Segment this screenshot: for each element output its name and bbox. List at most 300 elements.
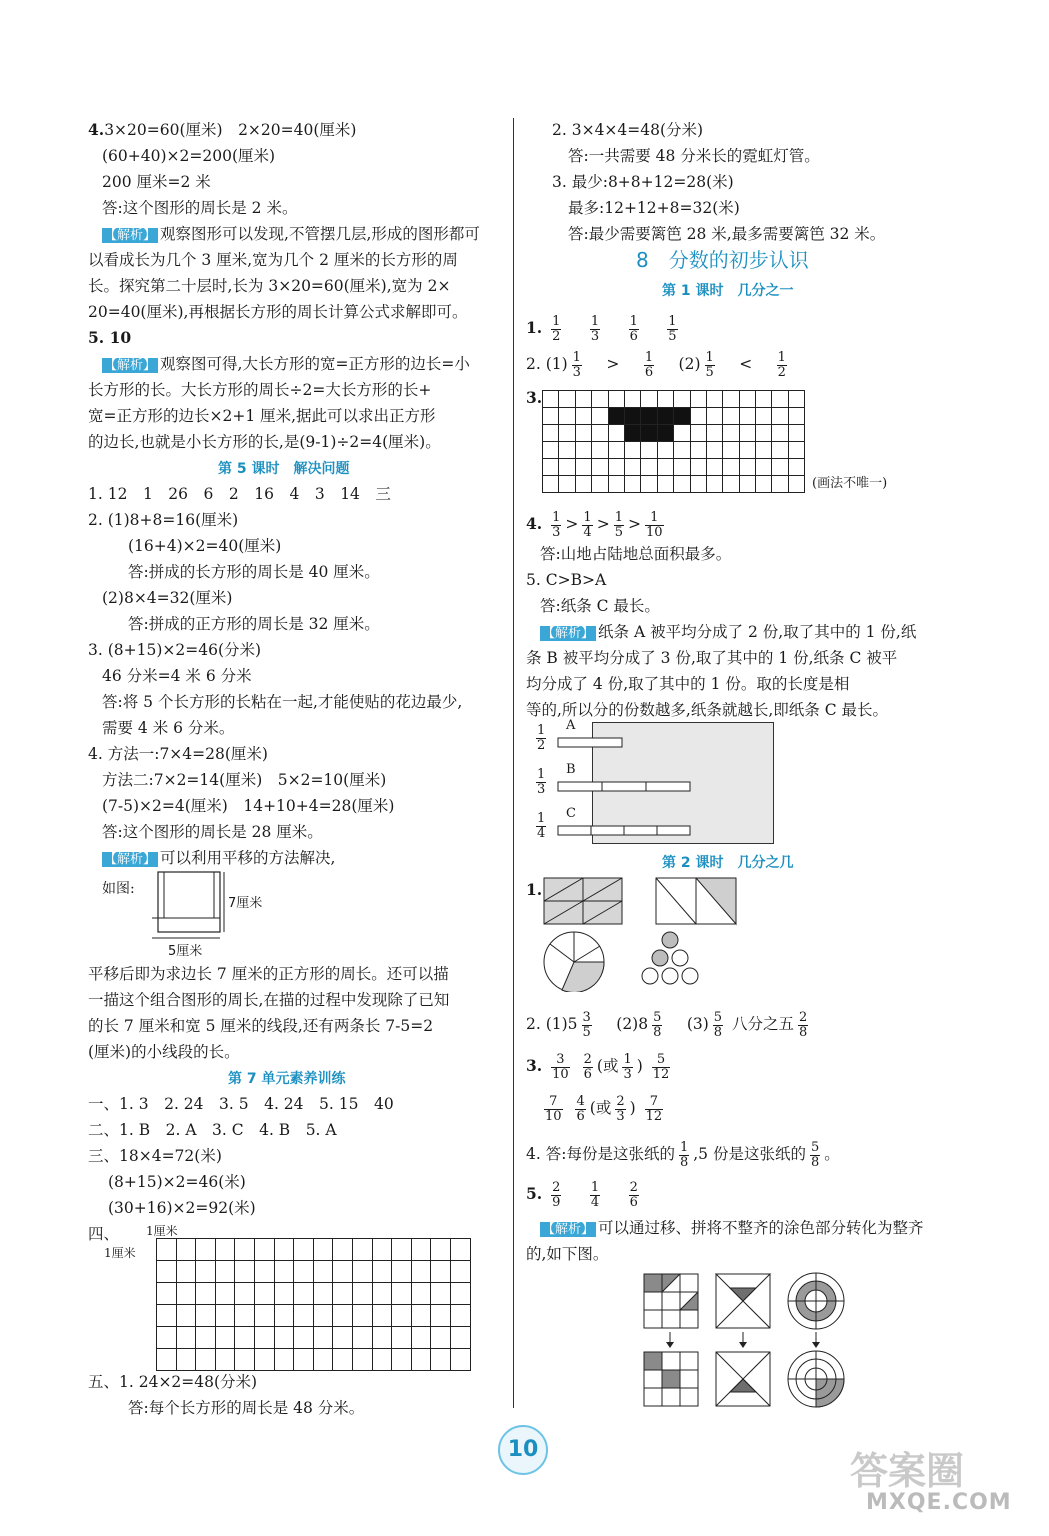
grid-cell bbox=[592, 476, 608, 493]
grid-cell bbox=[740, 442, 756, 459]
grid-cell bbox=[625, 459, 641, 476]
grid-cell bbox=[333, 1349, 353, 1371]
fraction: $\frac{1}{8}$ bbox=[679, 1139, 689, 1170]
k4-order: 4. $\frac{1}{3}$ > $\frac{1}{4}$ > $\frac{1}{5}$ > $\frac{1}{10}$ bbox=[526, 509, 663, 540]
unit7-part-5-answer: 答:每个长方形的周长是 48 分米。 bbox=[128, 1399, 365, 1417]
page-number: 10 bbox=[498, 1425, 548, 1475]
grid-cell bbox=[314, 1283, 334, 1305]
grid-cell bbox=[658, 459, 674, 476]
fraction: $\frac{1}{10}$ bbox=[645, 509, 663, 540]
fraction: $\frac{3}{10}$ bbox=[552, 1051, 569, 1082]
column-divider bbox=[513, 118, 514, 1408]
s1-answer: 1. 12 1 26 6 2 16 4 3 14 三 bbox=[88, 485, 391, 503]
grid-cell bbox=[543, 408, 559, 425]
analysis-tag: 【解析】 bbox=[542, 626, 595, 641]
grid-cell bbox=[157, 1327, 177, 1349]
grid-cell bbox=[609, 476, 625, 493]
grid-cell bbox=[789, 442, 805, 459]
grid-cell bbox=[707, 476, 723, 493]
q5-analysis-4: 的边长,也就是小长方形的长,是(9-1)÷2=4(厘米)。 bbox=[88, 433, 441, 451]
grid-cell bbox=[625, 476, 641, 493]
unit7-part-3-line-1: 三、18×4=72(米) bbox=[88, 1147, 222, 1165]
grid-cell bbox=[707, 425, 723, 442]
grid-cell-shaded bbox=[625, 425, 641, 442]
grid-cell bbox=[157, 1305, 177, 1327]
grid-cell bbox=[756, 476, 772, 493]
grid-cell bbox=[691, 442, 707, 459]
fraction: $\frac{1}{4}$ bbox=[583, 509, 592, 540]
grid-cell bbox=[641, 391, 657, 408]
grid-cell-shaded bbox=[674, 408, 690, 425]
grid-cell bbox=[707, 442, 723, 459]
fraction: $\frac{1}{4}$ bbox=[590, 1179, 600, 1210]
grid-cell bbox=[559, 476, 575, 493]
fraction: $\frac{7}{10}$ bbox=[545, 1093, 562, 1124]
fraction: $\frac{5}{8}$ bbox=[713, 1009, 723, 1040]
fraction: $\frac{5}{12}$ bbox=[652, 1051, 670, 1082]
grid-cell bbox=[674, 442, 690, 459]
grid-cell bbox=[373, 1305, 393, 1327]
s3-line-2: 46 分米=4 米 6 分米 bbox=[102, 667, 252, 685]
grid-cell bbox=[333, 1283, 353, 1305]
q4-answer: 答:这个图形的周长是 2 米。 bbox=[102, 199, 298, 217]
grid-cell bbox=[314, 1239, 334, 1261]
r2-line-1: 2. 3×4×4=48(分米) bbox=[552, 121, 704, 139]
grid-cell bbox=[373, 1349, 393, 1371]
grid-cell bbox=[576, 408, 592, 425]
fraction: $\frac{1}{3}$ bbox=[623, 1051, 632, 1082]
grid-cell bbox=[412, 1239, 432, 1261]
grid-cell bbox=[275, 1283, 295, 1305]
grid-cell bbox=[740, 391, 756, 408]
grid-cell bbox=[789, 408, 805, 425]
k5-analysis-4: 等的,所以分的份数越多,纸条就越长,即纸条 C 最长。 bbox=[526, 701, 888, 719]
grid-cell bbox=[333, 1327, 353, 1349]
r3-line-2: 最多:12+12+8=32(米) bbox=[568, 199, 740, 217]
grid-cell bbox=[740, 476, 756, 493]
grid-cell bbox=[707, 459, 723, 476]
grid-cell bbox=[431, 1239, 451, 1261]
grid-cell bbox=[772, 425, 788, 442]
unit7-part-5-line-1: 五、1. 24×2=48(分米) bbox=[88, 1373, 258, 1391]
fraction: $\frac{3}{5}$ bbox=[582, 1009, 591, 1040]
grid-cell bbox=[543, 459, 559, 476]
grid-cell bbox=[674, 459, 690, 476]
grid-cell bbox=[275, 1327, 295, 1349]
fraction: $\frac{1}{5}$ bbox=[668, 313, 677, 344]
grid-cell bbox=[157, 1349, 177, 1371]
watermark-logo: 答案圈 bbox=[850, 1449, 965, 1493]
grid-cell bbox=[333, 1305, 353, 1327]
s2-answer-2: 答:拼成的正方形的周长是 32 厘米。 bbox=[128, 615, 380, 633]
k2-compare: 2. (1) $\frac{1}{3}$ > $\frac{1}{6}$ (2) $\frac{1}{5}$ < $\frac{1}{2}$ bbox=[526, 349, 786, 380]
grid-cell bbox=[255, 1261, 275, 1283]
grid-cell bbox=[641, 442, 657, 459]
grid-cell bbox=[576, 476, 592, 493]
k3-label: 3. bbox=[526, 388, 543, 407]
grid-cell bbox=[196, 1283, 216, 1305]
grid-cell bbox=[216, 1305, 236, 1327]
fraction: $\frac{1}{6}$ bbox=[644, 349, 654, 380]
grid-cell bbox=[431, 1261, 451, 1283]
grid-cell bbox=[235, 1327, 255, 1349]
figure-label: 如图: bbox=[102, 881, 135, 897]
s3-answer-1: 答:将 5 个长方形的长粘在一起,才能使贴的花边最少, bbox=[102, 693, 463, 711]
grid-cell bbox=[216, 1327, 236, 1349]
grid-cell bbox=[691, 459, 707, 476]
s3-line-1: 3. (8+15)×2=46(分米) bbox=[88, 641, 262, 659]
shaded-shapes-figure bbox=[542, 876, 742, 992]
grid-cell bbox=[353, 1261, 373, 1283]
grid-cell bbox=[707, 408, 723, 425]
s4-explain-1: 平移后即为求边长 7 厘米的正方形的周长。还可以描 bbox=[88, 965, 449, 983]
grid-cell-shaded bbox=[641, 425, 657, 442]
grid-side-unit-label: 1厘米 bbox=[104, 1246, 136, 1260]
grid-cell bbox=[625, 391, 641, 408]
unit7-part-3-line-2: (8+15)×2=46(米) bbox=[108, 1173, 246, 1191]
l3-fractions-row-1: 3. $\frac{3}{10}$ $\frac{2}{6}$ (或 $\frac{1}{3}$ ) $\frac{5}{12}$ bbox=[526, 1051, 670, 1082]
grid-cell bbox=[373, 1327, 393, 1349]
grid-cell bbox=[592, 442, 608, 459]
q4-analysis-2: 以看成长为几个 3 厘米,宽为几个 2 厘米的长方形的周 bbox=[88, 251, 458, 269]
analysis-tag: 【解析】 bbox=[104, 852, 157, 867]
s4-line-2: 方法二:7×2=14(厘米) 5×2=10(厘米) bbox=[102, 771, 387, 789]
grid-cell bbox=[756, 459, 772, 476]
grid-cell bbox=[294, 1239, 314, 1261]
s2-line-3: (2)8×4=32(厘米) bbox=[102, 589, 233, 607]
grid-cell bbox=[559, 391, 575, 408]
fraction: $\frac{1}{5}$ bbox=[614, 509, 623, 540]
grid-cell bbox=[196, 1349, 216, 1371]
grid-cell bbox=[641, 476, 657, 493]
s4-line-1: 4. 方法一:7×4=28(厘米) bbox=[88, 745, 268, 763]
grid-cell bbox=[235, 1239, 255, 1261]
grid-cell bbox=[772, 476, 788, 493]
q5-analysis-2: 长方形的长。大长方形的周长÷2=大长方形的长+ bbox=[88, 381, 432, 399]
grid-cell bbox=[723, 476, 739, 493]
grid-cell bbox=[157, 1283, 177, 1305]
l3-fractions-row-2: $\frac{7}{10}$ $\frac{4}{6}$ (或 $\frac{2}{3}$ ) $\frac{7}{12}$ bbox=[545, 1093, 663, 1124]
grid-cell bbox=[431, 1283, 451, 1305]
q5-analysis-3: 宽=正方形的边长×2+1 厘米,据此可以求出正方形 bbox=[88, 407, 436, 425]
unit7-part-3-line-3: (30+16)×2=92(米) bbox=[108, 1199, 256, 1217]
strip-a-label: A bbox=[566, 718, 576, 733]
grid-cell bbox=[723, 442, 739, 459]
grid-cell bbox=[196, 1305, 216, 1327]
grid-cell bbox=[255, 1283, 275, 1305]
fraction: $\frac{4}{6}$ bbox=[576, 1093, 585, 1124]
grid-cell bbox=[559, 408, 575, 425]
q5-answer: 5. 10 bbox=[88, 328, 132, 347]
grid-cell bbox=[641, 459, 657, 476]
grid-cell bbox=[625, 442, 641, 459]
grid-cell bbox=[789, 476, 805, 493]
grid-cell bbox=[177, 1349, 197, 1371]
grid-cell bbox=[294, 1283, 314, 1305]
grid-cell bbox=[177, 1239, 197, 1261]
grid-cell bbox=[691, 476, 707, 493]
figure-7cm-label: 7厘米 bbox=[228, 896, 263, 911]
q4-analysis-3: 长。探究第二十层时,长为 3×20=60(厘米),宽为 2× bbox=[88, 277, 451, 295]
grid-cell bbox=[157, 1261, 177, 1283]
grid-cell bbox=[177, 1261, 197, 1283]
grid-cell bbox=[177, 1283, 197, 1305]
s3-answer-2: 需要 4 米 6 分米。 bbox=[102, 719, 235, 737]
grid-cell-shaded bbox=[641, 408, 657, 425]
grid-cell bbox=[592, 408, 608, 425]
grid-cell bbox=[392, 1261, 412, 1283]
grid-cell bbox=[196, 1327, 216, 1349]
grid-cell bbox=[216, 1349, 236, 1371]
strip-b-label: B bbox=[566, 762, 576, 777]
grid-cell bbox=[674, 476, 690, 493]
l4-answer: 4. 答:每份是这张纸的 $\frac{1}{8}$ ,5 份是这张纸的 $\frac{5}{8}$ 。 bbox=[526, 1139, 840, 1170]
grid-cell bbox=[392, 1349, 412, 1371]
s4-explain-4: (厘米)的小线段的长。 bbox=[88, 1043, 240, 1061]
grid-cell bbox=[674, 391, 690, 408]
grid-cell bbox=[196, 1261, 216, 1283]
grid-cell bbox=[691, 391, 707, 408]
grid-cell bbox=[543, 425, 559, 442]
grid-cell bbox=[412, 1261, 432, 1283]
grid-cell bbox=[609, 442, 625, 459]
s4-explain-2: 一描这个组合图形的周长,在描的过程中发现除了已知 bbox=[88, 991, 450, 1009]
grid-cell bbox=[756, 408, 772, 425]
grid-cell bbox=[789, 391, 805, 408]
section-title-lesson-5: 第 5 课时 解决问题 bbox=[218, 461, 350, 477]
fraction: $\frac{1}{3}$ bbox=[590, 313, 600, 344]
grid-cell bbox=[451, 1261, 471, 1283]
grid-cell bbox=[543, 442, 559, 459]
grid-cell bbox=[177, 1327, 197, 1349]
fraction: $\frac{7}{12}$ bbox=[645, 1093, 663, 1124]
fraction: $\frac{2}{9}$ bbox=[552, 1179, 561, 1210]
grid-cell bbox=[658, 476, 674, 493]
s4-line-3: (7-5)×2=4(厘米) 14+10+4=28(厘米) bbox=[102, 797, 395, 815]
k5-analysis-1: 【解析】 纸条 A 被平均分成了 2 份,取了其中的 1 份,纸 bbox=[542, 623, 917, 641]
grid-cell bbox=[353, 1283, 373, 1305]
grid-cell bbox=[431, 1327, 451, 1349]
grid-cell bbox=[255, 1327, 275, 1349]
grid-cell bbox=[609, 391, 625, 408]
fraction: $\frac{2}{3}$ bbox=[616, 1093, 625, 1124]
grid-cell bbox=[658, 391, 674, 408]
grid-cell bbox=[294, 1327, 314, 1349]
grid-cell bbox=[789, 425, 805, 442]
grid-cell bbox=[353, 1239, 373, 1261]
grid-cell bbox=[674, 425, 690, 442]
k5-answer: 5. C>B>A bbox=[526, 571, 607, 589]
strips-diagram bbox=[536, 720, 776, 844]
grid-cell bbox=[451, 1239, 471, 1261]
k1-fractions: 1. $\frac{1}{2}$ $\frac{1}{3}$ $\frac{1}{6}$ $\frac{1}{5}$ bbox=[526, 313, 677, 344]
grid-cell bbox=[275, 1349, 295, 1371]
grid-cell bbox=[592, 459, 608, 476]
strip-c-label: C bbox=[566, 806, 576, 821]
grid-cell bbox=[333, 1261, 353, 1283]
l5-analysis-2: 的,如下图。 bbox=[526, 1245, 609, 1263]
grid-cell bbox=[559, 425, 575, 442]
section-title-lesson-2: 第 2 课时 几分之几 bbox=[662, 855, 794, 871]
grid-cell bbox=[451, 1327, 471, 1349]
grid-cell bbox=[392, 1305, 412, 1327]
grid-cell bbox=[723, 425, 739, 442]
grid-cell bbox=[235, 1261, 255, 1283]
grid-cell bbox=[576, 442, 592, 459]
grid-cell bbox=[373, 1239, 393, 1261]
grid-cell bbox=[294, 1305, 314, 1327]
grid-cell bbox=[451, 1305, 471, 1327]
grid-cell-shaded bbox=[658, 425, 674, 442]
q4-line-2: (60+40)×2=200(厘米) bbox=[102, 147, 276, 165]
q4-line-1: 4.3×20=60(厘米) 2×20=40(厘米) bbox=[88, 120, 357, 139]
grid-cell bbox=[772, 408, 788, 425]
grid-cell bbox=[412, 1349, 432, 1371]
grid-cell bbox=[609, 459, 625, 476]
grid-cell bbox=[353, 1327, 373, 1349]
grid-cell bbox=[314, 1327, 334, 1349]
k4-answer: 答:山地占陆地总面积最多。 bbox=[540, 545, 732, 563]
grid-cell bbox=[333, 1239, 353, 1261]
section-title-unit-7: 第 7 单元素养训练 bbox=[228, 1071, 346, 1087]
l5-fractions: 5. $\frac{2}{9}$ $\frac{1}{4}$ $\frac{2}{6}$ bbox=[526, 1179, 638, 1210]
grid-cell bbox=[772, 459, 788, 476]
q5-analysis-1: 【解析】 观察图可得,大长方形的宽=正方形的边长=小 bbox=[104, 355, 470, 373]
grid-cell bbox=[723, 391, 739, 408]
grid-cell bbox=[559, 442, 575, 459]
k5-conclusion: 答:纸条 C 最长。 bbox=[540, 597, 660, 615]
grid-cell bbox=[691, 408, 707, 425]
grid-cell bbox=[216, 1261, 236, 1283]
grid-cell bbox=[559, 459, 575, 476]
grid-cell bbox=[255, 1349, 275, 1371]
unit7-part-4: 四、 bbox=[88, 1225, 120, 1243]
s4-answer: 答:这个图形的周长是 28 厘米。 bbox=[102, 823, 323, 841]
grid-cell-shaded bbox=[609, 408, 625, 425]
s2-line-1: 2. (1)8+8=16(厘米) bbox=[88, 511, 239, 529]
grid-cell bbox=[255, 1305, 275, 1327]
grid-cell bbox=[255, 1239, 275, 1261]
fraction: $\frac{1}{2}$ bbox=[777, 349, 786, 380]
fraction: $\frac{1}{3}$ bbox=[552, 509, 561, 540]
grid-cell bbox=[658, 442, 674, 459]
grid-cell bbox=[451, 1283, 471, 1305]
figure-5cm-label: 5厘米 bbox=[168, 944, 203, 959]
grid-cell bbox=[392, 1327, 412, 1349]
grid-cell bbox=[592, 391, 608, 408]
grid-cell bbox=[691, 425, 707, 442]
unit7-part-2: 二、1. B 2. A 3. C 4. B 5. A bbox=[88, 1121, 337, 1139]
square-grid bbox=[156, 1238, 471, 1371]
grid-cell bbox=[609, 425, 625, 442]
grid-cell bbox=[756, 425, 772, 442]
grid-cell bbox=[576, 391, 592, 408]
unit7-part-1: 一、1. 3 2. 24 3. 5 4. 24 5. 15 40 bbox=[88, 1095, 394, 1113]
grid-cell-shaded bbox=[625, 408, 641, 425]
grid-cell bbox=[431, 1349, 451, 1371]
q4-analysis-4: 20=40(厘米),再根据长方形的周长计算公式求解即可。 bbox=[88, 303, 468, 321]
grid-cell bbox=[353, 1305, 373, 1327]
grid-cell bbox=[431, 1305, 451, 1327]
fraction: $\frac{2}{8}$ bbox=[799, 1009, 808, 1040]
fraction: $\frac{1}{5}$ bbox=[705, 349, 714, 380]
k3-note: (画法不唯一) bbox=[812, 476, 888, 491]
translation-figure bbox=[102, 870, 302, 960]
grid-top-unit-label: 1厘米 bbox=[146, 1224, 178, 1238]
l5-analysis-1: 【解析】 可以通过移、拼将不整齐的涂色部分转化为整齐 bbox=[542, 1219, 924, 1237]
s2-line-2: (16+4)×2=40(厘米) bbox=[128, 537, 282, 555]
grid-cell bbox=[353, 1349, 373, 1371]
q4-analysis-1: 【解析】 观察图形可以发现,不管摆几层,形成的图形都可 bbox=[104, 225, 480, 243]
grid-cell bbox=[275, 1305, 295, 1327]
grid-cell bbox=[196, 1239, 216, 1261]
fraction: $\frac{2}{6}$ bbox=[583, 1051, 592, 1082]
grid-cell bbox=[772, 391, 788, 408]
grid-cell bbox=[412, 1283, 432, 1305]
grid-cell bbox=[756, 391, 772, 408]
grid-cell bbox=[314, 1349, 334, 1371]
transformation-figure bbox=[640, 1272, 850, 1412]
watermark-url: MXQE.COM bbox=[866, 1490, 1012, 1515]
fraction: $\frac{5}{8}$ bbox=[810, 1139, 820, 1170]
fraction: $\frac{5}{8}$ bbox=[653, 1009, 662, 1040]
strips-figure bbox=[536, 720, 776, 844]
grid-cell bbox=[392, 1239, 412, 1261]
grid-cell bbox=[543, 391, 559, 408]
grid-cell bbox=[789, 459, 805, 476]
fraction: $\frac{1}{2}$ bbox=[537, 723, 546, 753]
grid-cell bbox=[740, 425, 756, 442]
s2-answer-1: 答:拼成的长方形的周长是 40 厘米。 bbox=[128, 563, 380, 581]
grid-cell bbox=[235, 1349, 255, 1371]
grid-cell bbox=[294, 1349, 314, 1371]
q4-line-3: 200 厘米=2 米 bbox=[102, 173, 211, 191]
analysis-tag: 【解析】 bbox=[104, 358, 157, 373]
grid-cell bbox=[412, 1327, 432, 1349]
grid-cell bbox=[576, 459, 592, 476]
s4-explain-3: 的长 7 厘米和宽 5 厘米的线段,还有两条长 7-5=2 bbox=[88, 1017, 434, 1035]
grid-cell bbox=[772, 442, 788, 459]
grid-cell bbox=[451, 1349, 471, 1371]
chapter-title: 8 分数的初步认识 bbox=[636, 248, 809, 272]
grid-cell-shaded bbox=[658, 408, 674, 425]
grid-cell bbox=[235, 1283, 255, 1305]
grid-cell bbox=[740, 459, 756, 476]
fraction: $\frac{2}{6}$ bbox=[629, 1179, 638, 1210]
fraction: $\frac{1}{3}$ bbox=[572, 349, 581, 380]
shaded-grid bbox=[542, 390, 805, 493]
grid-cell bbox=[707, 391, 723, 408]
grid-cell bbox=[592, 425, 608, 442]
r2-answer: 答:一共需要 48 分米长的霓虹灯管。 bbox=[568, 147, 820, 165]
section-title-lesson-1: 第 1 课时 几分之一 bbox=[662, 283, 794, 299]
k5-analysis-3: 均分成了 4 份,取了其中的 1 份。取的长度是相 bbox=[526, 675, 850, 693]
grid-cell bbox=[157, 1239, 177, 1261]
grid-cell bbox=[412, 1305, 432, 1327]
grid-cell bbox=[723, 459, 739, 476]
s4-analysis: 【解析】 可以利用平移的方法解决, bbox=[104, 849, 336, 867]
grid-cell bbox=[275, 1261, 295, 1283]
grid-cell bbox=[576, 425, 592, 442]
analysis-tag: 【解析】 bbox=[104, 228, 157, 243]
fraction: $\frac{1}{3}$ bbox=[537, 767, 546, 797]
r3-answer: 答:最少需要篱笆 28 米,最多需要篱笆 32 米。 bbox=[568, 225, 886, 243]
l2-fractions: 2. (1)5 $\frac{3}{5}$ (2)8 $\frac{5}{8}$ (3) $\frac{5}{8}$ 八分之五 $\frac{2}{8}$ bbox=[526, 1009, 808, 1040]
grid-cell bbox=[216, 1239, 236, 1261]
grid-cell bbox=[275, 1239, 295, 1261]
grid-cell bbox=[177, 1305, 197, 1327]
fraction: $\frac{1}{6}$ bbox=[629, 313, 638, 344]
